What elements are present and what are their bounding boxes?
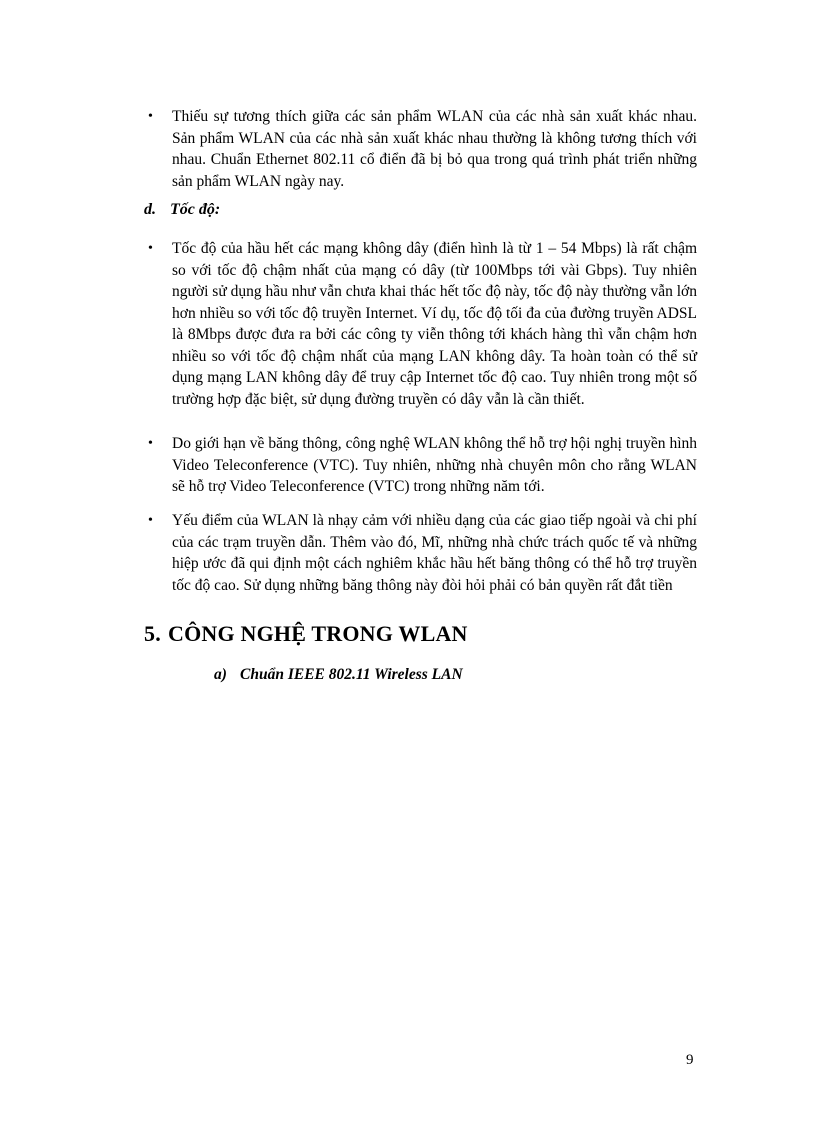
subsection-number: a) [214,666,227,683]
bullet-icon: • [148,513,153,528]
bullet-item-compatibility [148,106,697,192]
bullet-text: Thiếu sự tương thích giữa các sản phẩm WLAN của các nhà sản xuất khác nhau. Sản phẩm WLAN của các nhà sản xuất khác nhau thường là không tương thích với nhau. Chuẩn Ethernet 802.11 cổ điển đã bị bỏ qua trong quá trình phát triển những sản phẩm WLAN ngày nay. [172,108,697,190]
bullet-item-weakness [148,510,697,596]
subheading-speed [144,201,220,219]
bullet-text: Tốc độ của hầu hết các mạng không dây (điển hình là từ 1 – 54 Mbps) là rất chậm so với tốc độ chậm nhất của mạng có dây (từ 100Mbps tới vài Gbps). Tuy nhiên người sử dụng hầu như vẫn chưa khai thác hết tốc độ này, tốc độ này thường vẫn lớn hơn nhiều so với tốc độ truyền Internet. Ví dụ, tốc độ tối đa của đường truyền ADSL là 8Mbps được đưa ra bởi các công ty viễn thông tới khách hàng thì vẫn chậm hơn nhiều so với tốc độ chậm nhất của mạng LAN không dây. Ta hoàn toàn có thể sử dụng mạng LAN không dây để truy cập Internet tốc độ cao. Tuy nhiên trong một số trường hợp đặc biệt, sử dụng đường truyền có dây vẫn là cần thiết. [172,240,697,408]
bullet-text: Yếu điểm của WLAN là nhạy cảm với nhiều dạng của các giao tiếp ngoài và chi phí của các trạm truyền dẫn. Thêm vào đó, Mĩ, những nhà chức trách quốc tế và những hiệp ước đã qui định một cách nghiêm khắc hầu hết băng thông có thể hỗ trợ truyền tốc độ cao. Sử dụng những băng thông này đòi hỏi phải có bản quyền rất đắt tiền [172,512,697,594]
subsection-heading [214,666,463,684]
bullet-icon: • [148,109,153,124]
subheading-title: Tốc độ: [170,201,221,218]
subheading-number: d. [144,201,156,218]
bullet-item-speed [148,238,697,410]
section-number: 5. [144,621,161,646]
section-title: CÔNG NGHỆ TRONG WLAN [168,621,468,646]
section-heading [144,621,468,647]
bullet-icon: • [148,241,153,256]
bullet-icon: • [148,436,153,451]
bullet-text: Do giới hạn về băng thông, công nghệ WLAN không thể hỗ trợ hội nghị truyền hình Video Teleconference (VTC). Tuy nhiên, những nhà chuyên môn cho rằng WLAN sẽ hỗ trợ Video Teleconference (VTC) trong những năm tới. [172,435,697,495]
bullet-item-bandwidth [148,433,697,498]
page-number: 9 [686,1052,694,1068]
subsection-title: Chuẩn IEEE 802.11 Wireless LAN [240,666,463,683]
